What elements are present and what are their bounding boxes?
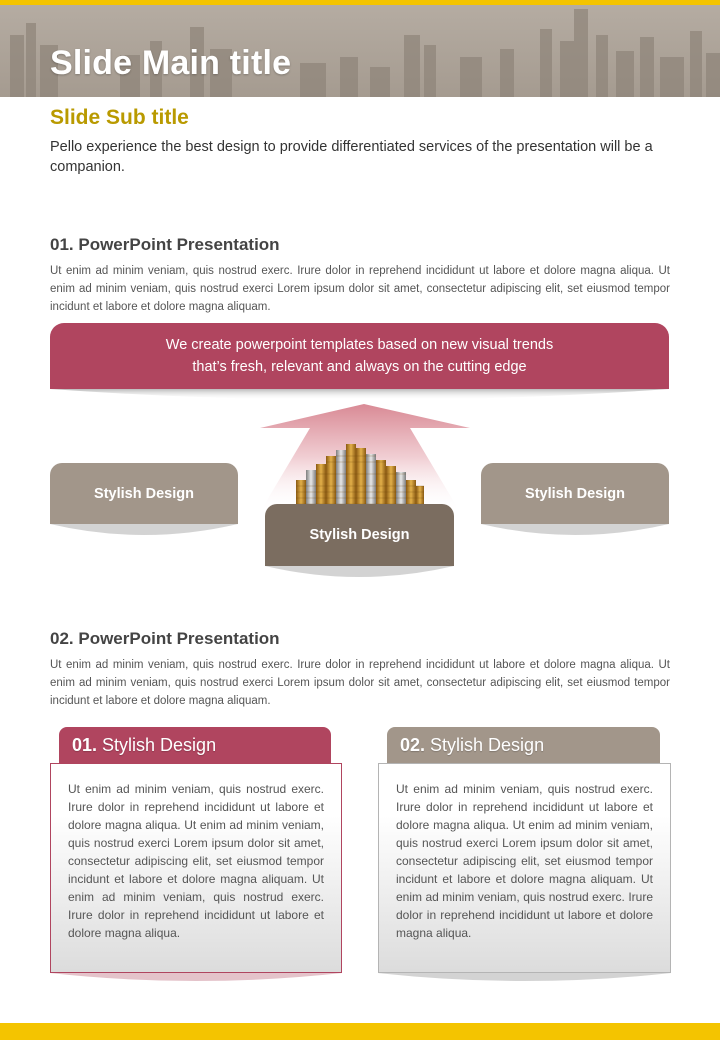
box-shadow-left — [50, 524, 238, 540]
box-shadow-right — [481, 524, 669, 540]
section2-body: Ut enim ad minim veniam, quis nostrud exerc. Irure dolor in reprehend incididunt ut labore et dolore magna aliqua. Ut enim ad minim veniam, quis nostrud exerci Lorem ipsum dolor sit amet, consectetur adipiscing elit, set eiusmod tempor incidunt et labore et dolore magna aliquam. — [50, 659, 670, 707]
coins-image — [292, 440, 428, 508]
card1-title: Stylish Design — [102, 734, 217, 755]
card2-title: Stylish Design — [430, 734, 545, 755]
card2-body: Ut enim ad minim veniam, quis nostrud exerc. Irure dolor in reprehend incididunt ut labore et dolore magna aliqua. Ut enim ad minim veniam, quis nostrud exerci Lorem ipsum dolor sit amet, consectetur adipiscing elit, set eiusmod tempor incidunt et labore et dolore magna aliquam. Ut enim ad minim veniam, quis nostrud exerc. Irure dolor in reprehend incididunt ut labore et dolore magna aliqua. — [378, 763, 671, 973]
page-title: Slide Main title — [50, 44, 292, 82]
card1-body: Ut enim ad minim veniam, quis nostrud exerc. Irure dolor in reprehend incididunt ut labore et dolore magna aliqua. Ut enim ad minim veniam, quis nostrud exerci Lorem ipsum dolor sit amet, consectetur adipiscing elit, set eiusmod tempor incidunt et labore et dolore magna aliquam. Ut enim ad minim veniam, quis nostrud exerc. Irure dolor in reprehend incididunt ut labore et dolore magna aliqua. — [50, 763, 342, 973]
section1-heading: 01. PowerPoint Presentation — [50, 235, 280, 254]
page-subtitle: Slide Sub title — [50, 106, 189, 129]
card1-shadow — [50, 973, 342, 985]
section1-body: Ut enim ad minim veniam, quis nostrud exerc. Irure dolor in reprehend incididunt ut labore et dolore magna aliqua. Ut enim ad minim veniam, quis nostrud exerci Lorem ipsum dolor sit amet, consectetur adipiscing elit, set eiusmod tempor incidunt et labore et dolore magna aliquam. — [50, 265, 670, 313]
trend-banner — [50, 323, 669, 389]
stylish-design-box-center: Stylish Design — [265, 504, 454, 566]
stylish-design-box-left: Stylish Design — [50, 463, 238, 524]
card2-shadow — [378, 973, 671, 985]
banner-line-1: We create powerpoint templates based on new visual trends — [165, 337, 554, 353]
card1-number: 01. — [72, 734, 98, 755]
bottom-accent-bar — [0, 1023, 720, 1040]
stylish-design-box-right: Stylish Design — [481, 463, 669, 524]
intro-text: Pello experience the best design to provide differentiated services of the presentation will be a companion. — [50, 139, 653, 175]
card2-tab — [387, 727, 660, 763]
section2-heading: 02. PowerPoint Presentation — [50, 629, 280, 648]
banner-line-2: that’s fresh, relevant and always on the cutting edge — [192, 359, 527, 375]
card2-number: 02. — [400, 734, 426, 755]
box-shadow-center — [265, 566, 454, 582]
card1-tab — [59, 727, 331, 763]
